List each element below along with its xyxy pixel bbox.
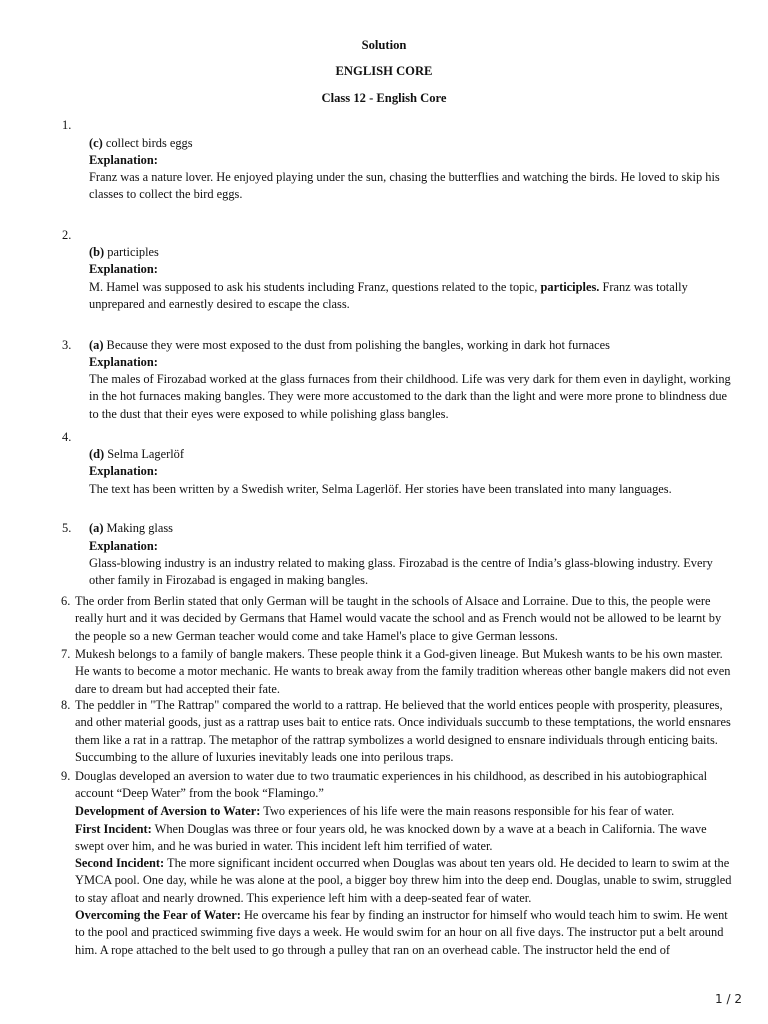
explanation-text: The text has been written by a Swedish writer, Selma Lagerlöf. Her stories have been translated into many languages.	[89, 482, 672, 496]
explanation-label: Explanation:	[89, 262, 158, 276]
explanation-label: Explanation:	[89, 464, 158, 478]
answer-line	[89, 244, 734, 261]
answer-text: Mukesh belongs to a family of bangle makers. These people think it a God-given lineage. But Mukesh wants to be his own master. He wants to become a motor mechanic. He wants to break away from the family tradition whereas other bangle makers did not even dare to dream but had accepted their fate.	[75, 647, 731, 696]
answer-paragraph: First Incident: When Douglas was three or four years old, he was knocked down by a wave at a beach in California. The wave swept over him, and he was buried in water. This incident left him terrified of water.	[75, 822, 707, 854]
page-indicator: 1 / 2	[715, 992, 742, 1006]
option-letter: (d)	[89, 447, 105, 461]
answer-paragraph: Development of Aversion to Water: Two experiences of his life were the main reasons responsible for his fear of water.	[75, 804, 675, 818]
question-number: 1.	[62, 118, 72, 132]
question-number: 8.	[61, 698, 71, 712]
question-number: 6.	[61, 594, 71, 608]
answer-text: The peddler in "The Rattrap" compared the world to a rattrap. He believed that the world entices people with prosperity, pleasures, and other material goods, just as a rattrap uses bait to entice rats. Once individuals succumb to these temptations, the world ensnares them like a rat in a rattrap. The metaphor of the rattrap symbolizes a world designed to ensnare individuals through enticing baits. Succumbing to the allure of luxuries inevitably leads one into perilous traps.	[75, 698, 731, 765]
answer-text: collect birds eggs	[102, 136, 193, 150]
option-letter: (b)	[89, 245, 105, 259]
option-letter: (a)	[89, 521, 104, 535]
answer-text: Making glass	[103, 521, 173, 535]
answer-line	[89, 446, 734, 463]
doc-title: Solution	[361, 38, 407, 52]
answer-line	[89, 337, 734, 354]
answer-line	[89, 520, 734, 537]
explanation-text: M. Hamel was supposed to ask his students including Franz, questions related to the topic, participles. Franz was totally unprepared and earnestly desired to escape the class.	[89, 280, 688, 312]
answer-text: Because they were most exposed to the dust from polishing the bangles, working in dark hot furnaces	[103, 338, 610, 352]
question-number: 5.	[62, 521, 72, 535]
doc-subject: ENGLISH CORE	[335, 64, 433, 78]
explanation-label: Explanation:	[89, 539, 158, 553]
question-number: 9.	[61, 769, 71, 783]
question-number: 2.	[62, 228, 72, 242]
answer-text: Selma Lagerlöf	[104, 447, 184, 461]
doc-class: Class 12 - English Core	[321, 91, 447, 105]
answer-paragraph: Second Incident: The more significant incident occurred when Douglas was about ten years old. He decided to learn to swim at the YMCA pool. One day, while he was alone at the pool, a bigger boy threw him into the deep end. Douglas, unable to swim, struggled to stay afloat and nearly drowned. This experience left him with a deep-seated fear of water.	[75, 856, 732, 905]
answer-line	[89, 135, 734, 152]
explanation-text: Franz was a nature lover. He enjoyed playing under the sun, chasing the butterflies and watching the birds. He loved to skip his classes to collect the bird eggs.	[89, 170, 720, 202]
question-number: 3.	[62, 338, 72, 352]
option-letter: (c)	[89, 136, 103, 150]
question-number: 4.	[62, 430, 72, 444]
answer-text: The order from Berlin stated that only German will be taught in the schools of Alsace and Lorraine. Due to this, the people were really hurt and it was decided by Germans that Hamel would vacate the school and as French would not be allowed to be learnt by the people so a new German teacher would come and take Hamel's place to give German lessons.	[75, 594, 722, 643]
answer-intro: Douglas developed an aversion to water due to two traumatic experiences in his childhood, as described in his autobiographical account “Deep Water” from the book “Flamingo.”	[75, 769, 708, 801]
question-number: 7.	[61, 647, 71, 661]
explanation-label: Explanation:	[89, 153, 158, 167]
explanation-text: Glass-blowing industry is an industry related to making glass. Firozabad is the centre of India’s glass-blowing industry. Every other family in Firozabad is engaged in making bangles.	[89, 556, 713, 588]
answer-text: participles	[104, 245, 159, 259]
answer-paragraph: Overcoming the Fear of Water: He overcame his fear by finding an instructor for himself who would teach him to swim. He went to the pool and practiced swimming five days a week. He would swim for an hour on all five days. The instructor put a belt around him. A rope attached to the belt used to go through a pulley that ran on an overhead cable. The instructor held the end of	[75, 908, 728, 957]
option-letter: (a)	[89, 338, 104, 352]
explanation-text: The males of Firozabad worked at the glass furnaces from their childhood. Life was very dark for them even in daylight, working in the hot furnaces making bangles. They were more accustomed to the dark than the light and were more prone to blindness due to the dust that their eyes were exposed to while polishing glass bangles.	[89, 372, 731, 421]
explanation-label: Explanation:	[89, 355, 158, 369]
